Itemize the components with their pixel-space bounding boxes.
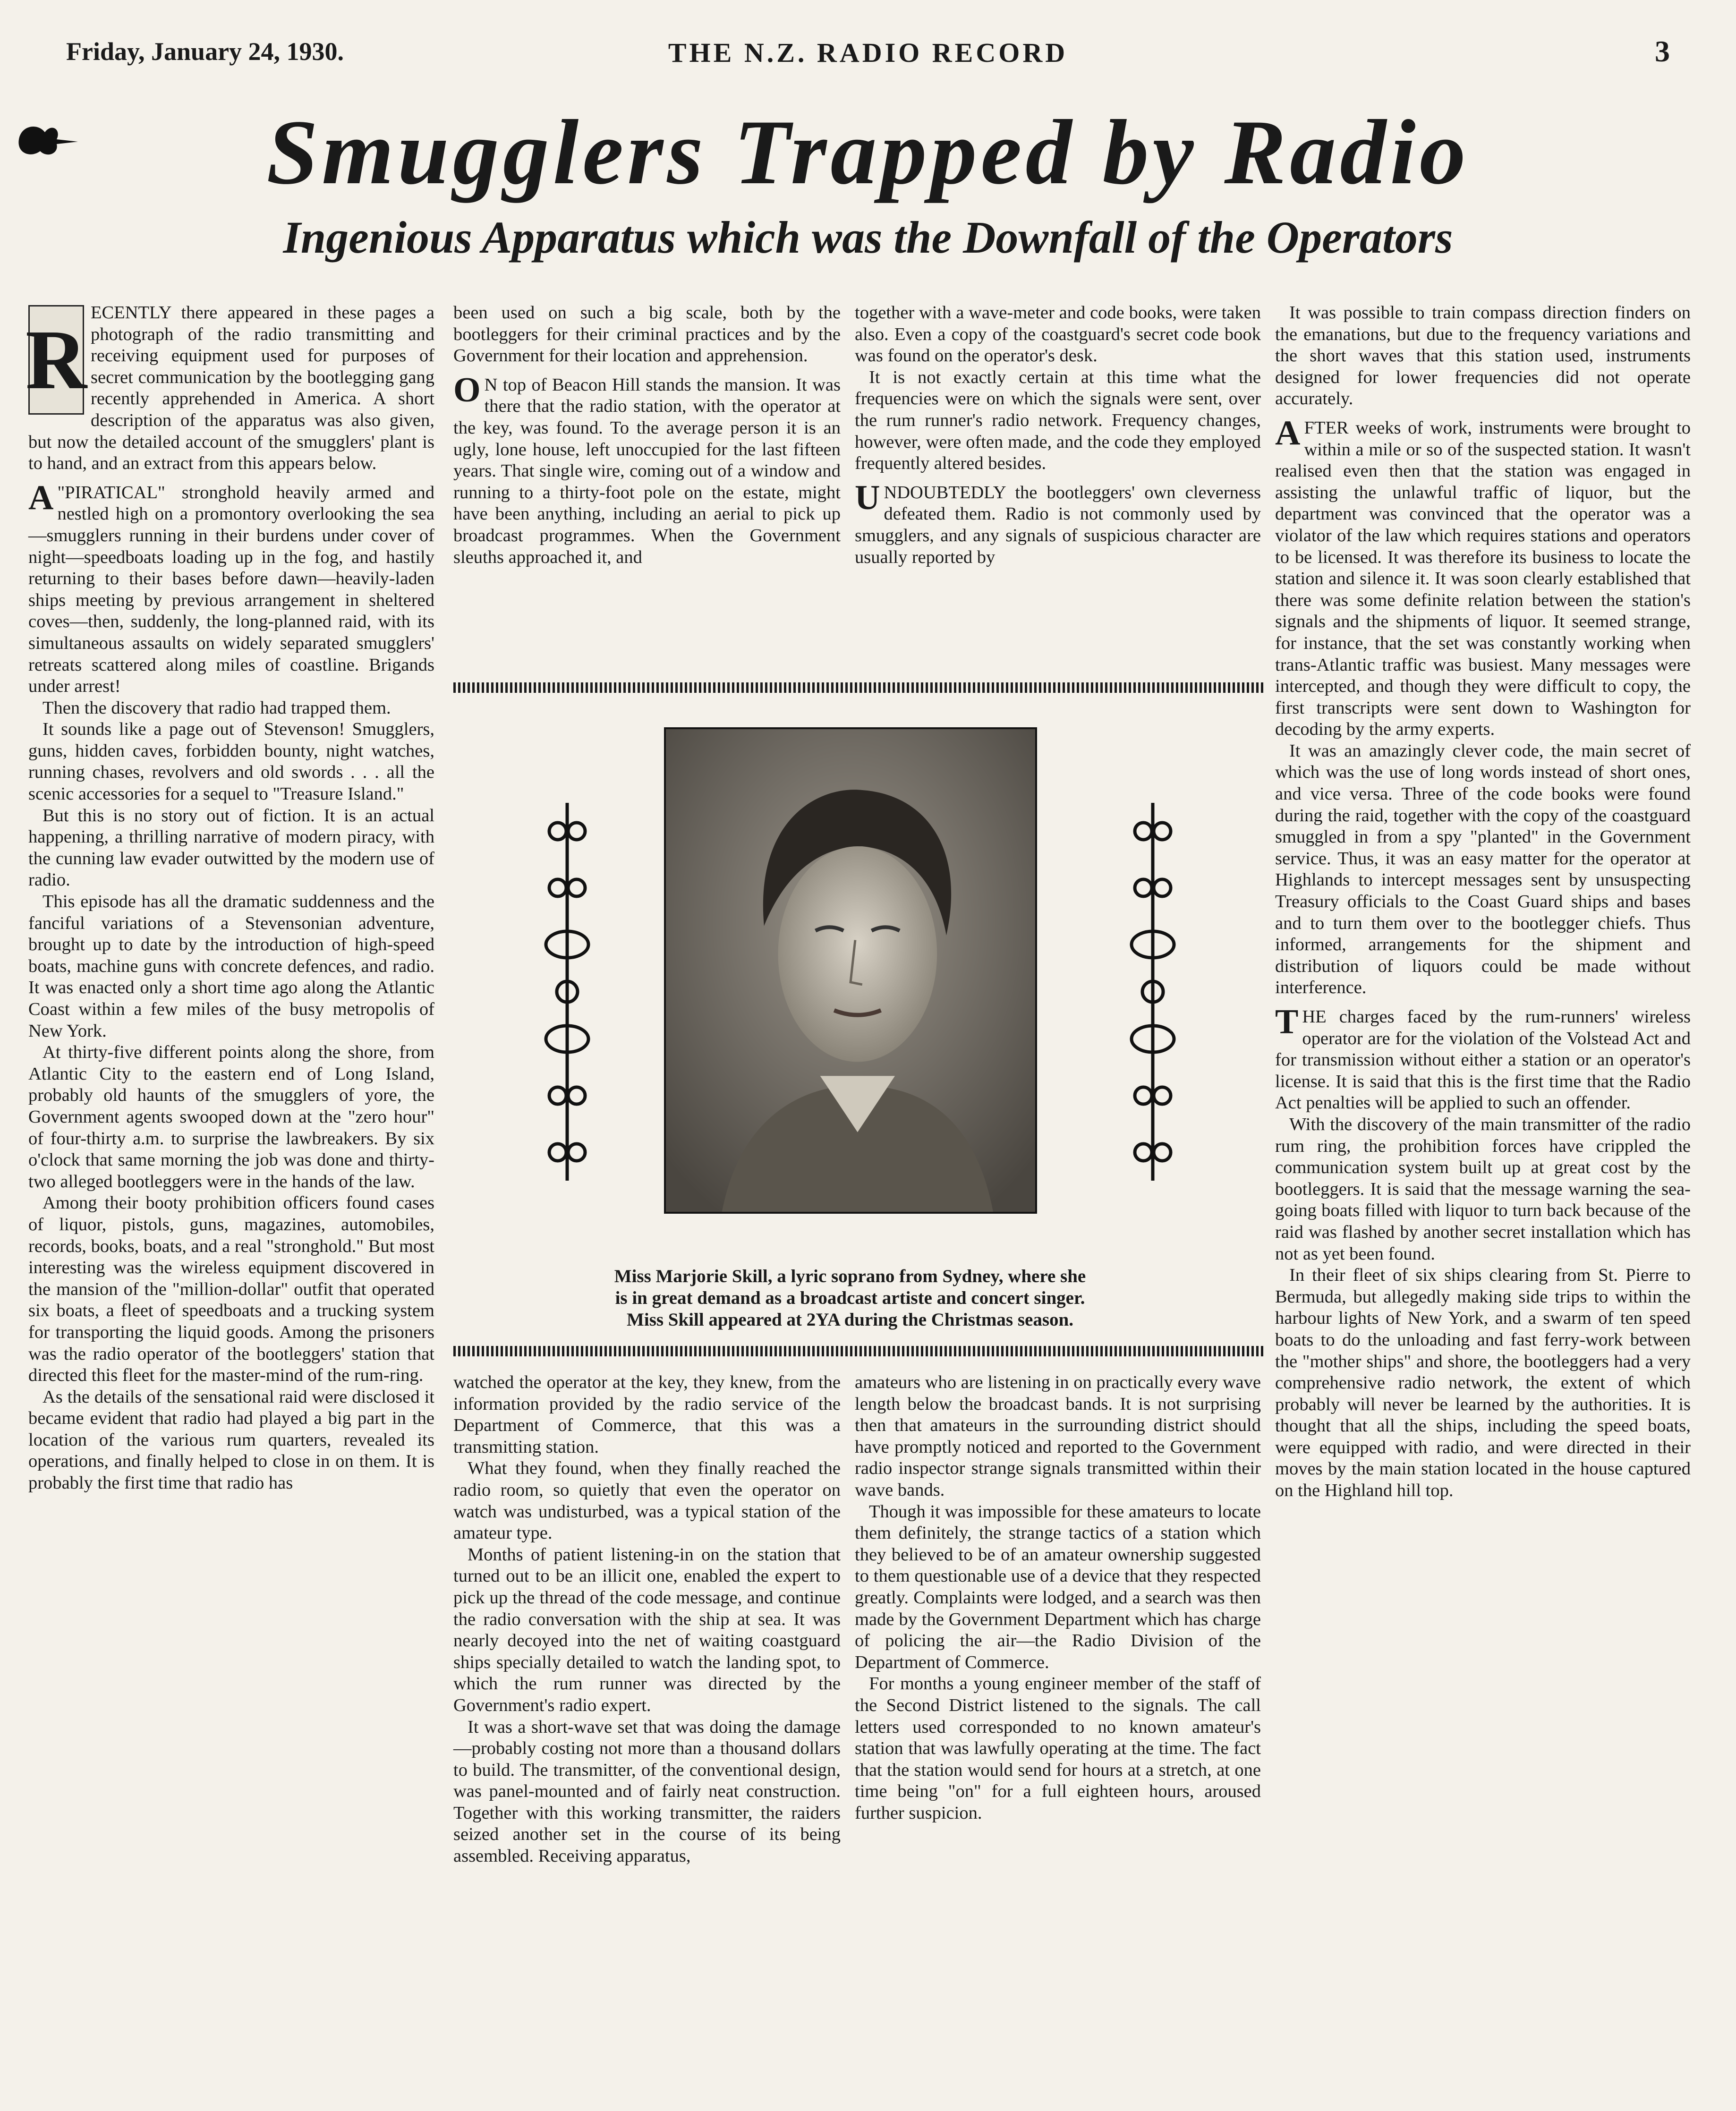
- paragraph: With the discovery of the main transmitter of the radio rum ring, the prohibition forces have crippled the communication system built up at great cost by the bootleggers. It is said that the message warning the sea-going boats filled with liquor to turn back because of the raid was flashed by another secret installation which has not as yet been found.: [1275, 1114, 1691, 1264]
- paragraph: A "PIRATICAL" stronghold heavily armed and nestled high on a promontory overlooking the sea—smugglers running in their burdens under cover of night—speedboats loading up in the fog, and hastily returning to their bases before dawn—heavily-laden ships meeting by previous arrangement in sheltered coves—then, suddenly, the long-planned raid, with its simultaneous assaults on widely separated smugglers' retreats scattered along miles of coastline. Brigands under arrest!: [28, 478, 434, 697]
- paragraph: AFTER weeks of work, instruments were brought to within a mile or so of the suspected station. It wasn't realised even then that the station was engaged in assisting the unlawful traffic of liquor, but the department was convinced that the operator was a violator of the law which requires stations and operators to be licensed. It was therefore its business to locate the station and silence it. It was soon clearly established that there was some definite relation between the station's signals and the shipments of liquor. It seemed strange, for instance, that the set was constantly working when trans-Atlantic traffic was busiest. Many messages were intercepted, and though they were difficult to copy, the first transcripts were sent down to Washington for decoding by the army experts.: [1275, 413, 1691, 740]
- page-number: 3: [1655, 34, 1670, 68]
- page-header: [66, 34, 1670, 79]
- paragraph: Months of patient listening-in on the station that turned out to be an illicit one, enabled the expert to pick up the thread of the code message, and continue the radio conversation with the ship at sea. It was nearly decoyed into the net of waiting coastguard ships specially detailed to watch the landing spot, to which the rum runner was directed by the Government's radio expert.: [453, 1544, 841, 1715]
- divider-rule-bottom: [453, 1346, 1266, 1356]
- paragraph: It was a short-wave set that was doing the damage—probably costing not more than a thousand dollars to build. The transmitter, of the conventional design, was panel-mounted and of fairly neat construction. Together with this working transmitter, the raiders seized another set in the course of its being assembled. Receiving apparatus,: [453, 1717, 841, 1866]
- paragraph: together with a wave-meter and code books, were taken also. Even a copy of the coastguard's secret code book was found on the operator's desk.: [855, 303, 1261, 366]
- paragraph: It was an amazingly clever code, the main secret of which was the use of long words instead of short ones, and vice versa. Three of the code books were found during the raid, together with the copy of the coastguard smuggled in from a spy "planted" in the Government service. Thus, it was an easy matter for the operator at Highlands to intercept messages sent by unsuspecting Treasury officials to the Coast Guard ships and bases and to turn them over to the bootlegger chiefs. Thus informed, arrangements for the shipment and distribution of liquors could be made without interference.: [1275, 741, 1691, 998]
- portrait-photo: [664, 727, 1037, 1214]
- article-subtitle: Ingenious Apparatus which was the Downfall of the Operators: [283, 212, 1453, 263]
- paragraph: been used on such a big scale, both by the bootleggers for their criminal practices and by the Government for their location and apprehension.: [453, 303, 841, 366]
- paragraph: What they found, when they finally reached the radio room, so quietly that even the operator on watch was undisturbed, was a typical station of the amateur type.: [453, 1458, 841, 1543]
- column-2-bottom: [453, 1372, 841, 1867]
- paragraph: watched the operator at the key, they knew, from the information provided by the radio service of the Department of Commerce, that this was a transmitting station.: [453, 1372, 841, 1457]
- caption-line: Miss Marjorie Skill, a lyric soprano from Sydney, where she: [614, 1266, 1086, 1286]
- paragraph: As the details of the sensational raid were disclosed it became evident that radio had played a big part in the location of the various rum quarters, revealed its operations, and finally helped to close in on them. It is probably the first time that radio has: [28, 1387, 434, 1493]
- paragraph: amateurs who are listening in on practically every wave length below the broadcast bands. It is not surprising then that amateurs in the surrounding district should have promptly noticed and reported to the Government radio inspector strange signals transmitted within their wave bands.: [855, 1372, 1261, 1500]
- scroll-ornament-icon: [541, 803, 593, 1181]
- paragraph: In their fleet of six ships clearing from St. Pierre to Bermuda, but allegedly making side trips to within the harbour lights of New York, and a swarm of ten speed boats to do the unloading and fast ferry-work between the "mother ships" and shore, the bootleggers had a very comprehensive radio network, the extent of which probably will never be learned by the authorities. It is thought that all the ships, including the speed boats, were equipped with radio, and were directed in their moves by the main station located in the house captured on the Highland hill top.: [1275, 1265, 1691, 1501]
- paragraph: O N top of Beacon Hill stands the mansion. It was there that the radio station, with the operator at the key, was found. To the average person it is an ugly, lone house, left unoccupied for the last fifteen years. That single wire, coming out of a window and running to a thirty-foot pole on the estate, might have been anything, including an aerial to pick up broadcast programmes. When the Government sleuths approached it, and: [453, 370, 841, 567]
- paragraph: Though it was impossible for these amateurs to locate them definitely, the strange tactics of a station which they believed to be of an amateur ownership suggested to them questionable use of a device that they respected greatly. Complaints were lodged, and a search was then made by the Government Department which has charge of policing the air—the Radio Division of the Department of Commerce.: [855, 1501, 1261, 1672]
- paragraph: This episode has all the dramatic suddenness and the fanciful variations of a Stevensonian adventure, brought up to date by the introduction of high-speed boats, machine guns with concrete defences, and radio. It was enacted only a short time ago along the Atlantic Coast within a few miles of the busy metropolis of New York.: [28, 892, 434, 1041]
- publication-name: THE N.Z. RADIO RECORD: [668, 37, 1068, 68]
- divider-rule-top: [453, 682, 1266, 693]
- ink-blot-icon: [9, 118, 80, 161]
- paragraph: But this is no story out of fiction. It is an actual happening, a thrilling narrative of modern piracy, with the cunning law evader outwitted by the modern use of radio.: [28, 805, 434, 890]
- photo-caption: [496, 1266, 1204, 1331]
- paragraph: Then the discovery that radio had trapped them.: [43, 698, 391, 718]
- column-2-top: [453, 302, 841, 568]
- paragraph: It was possible to train compass direction finders on the emanations, but due to the frequency variations and the short waves that this station used, instruments designed for lower frequencies did not operate accurately.: [1275, 303, 1691, 409]
- paragraph: THE charges faced by the rum-runners' wireless operator are for the violation of the Volstead Act and for transmission without either a station or an operator's license. It is said that this is the first time that the Radio Act penalties will be applied to such an offender.: [1275, 1003, 1691, 1113]
- article-title: Smugglers Trapped by Radio: [266, 101, 1470, 204]
- paragraph: It is not exactly certain at this time what the frequencies were on which the signals were sent, over the rum runner's radio network. Frequency changes, however, were often made, and the code they employed frequently altered besides.: [855, 367, 1261, 474]
- paragraph: Among their booty prohibition officers found cases of liquor, pistols, guns, magazines, automobiles, records, books, boats, and a real "stronghold." But most interesting was the wireless equipment discovered in the mansion of the "million-dollar" outfit that operated six boats, a fleet of speedboats and a trucking system for transporting the liquid goods. Among the prisoners was the radio operator of the bootleggers' station that directed this fleet for the master-mind of the rum-ring.: [28, 1193, 434, 1386]
- paragraph: For months a young engineer member of the staff of the Second District listened to the signals. The call letters used corresponded to no known amateur's station that was lawfully operating at the time. The fact that the station would send for hours at a stretch, at one time being "on" for a full eighteen hours, aroused further suspicion.: [855, 1674, 1261, 1823]
- column-1: [28, 302, 434, 1494]
- caption-line: Miss Skill appeared at 2YA during the Christmas season.: [627, 1310, 1073, 1330]
- column-3-bottom: [855, 1372, 1261, 1824]
- intro-paragraph: R ECENTLY there appeared in these pages a photograph of the radio transmitting and receiving equipment used for purposes of secret communication by the bootlegging gang recently apprehended in America. A short description of the apparatus was also given, but now the detailed account of the smugglers' plant is to hand, and an extract from this appears below.: [26, 303, 434, 474]
- column-4: [1275, 302, 1691, 1502]
- paragraph: It sounds like a page out of Stevenson! Smugglers, guns, hidden caves, forbidden bounty, night watches, running chases, revolvers and old swords . . . all the scenic accessories for a sequel to "Treasure Island.": [28, 719, 434, 804]
- scroll-ornament-icon: [1127, 803, 1179, 1181]
- column-3-top: [855, 302, 1261, 568]
- paragraph: UNDOUBTEDLY the bootleggers' own cleverness defeated them. Radio is not commonly used by smugglers, and any signals of suspicious character are usually reported by: [855, 478, 1261, 567]
- paragraph: At thirty-five different points along the shore, from Atlantic City to the eastern end of Long Island, probably old haunts of the smugglers of yore, the Government agents swooped down at the "zero hour" of four-thirty a.m. to surprise the lawbreakers. By six o'clock that same morning the job was done and thirty-two alleged bootleggers were in the hands of the law.: [28, 1042, 434, 1192]
- dropcap-r: R: [28, 305, 84, 415]
- caption-line: is in great demand as a broadcast artiste and concert singer.: [615, 1288, 1085, 1308]
- issue-date: Friday, January 24, 1930.: [66, 37, 344, 66]
